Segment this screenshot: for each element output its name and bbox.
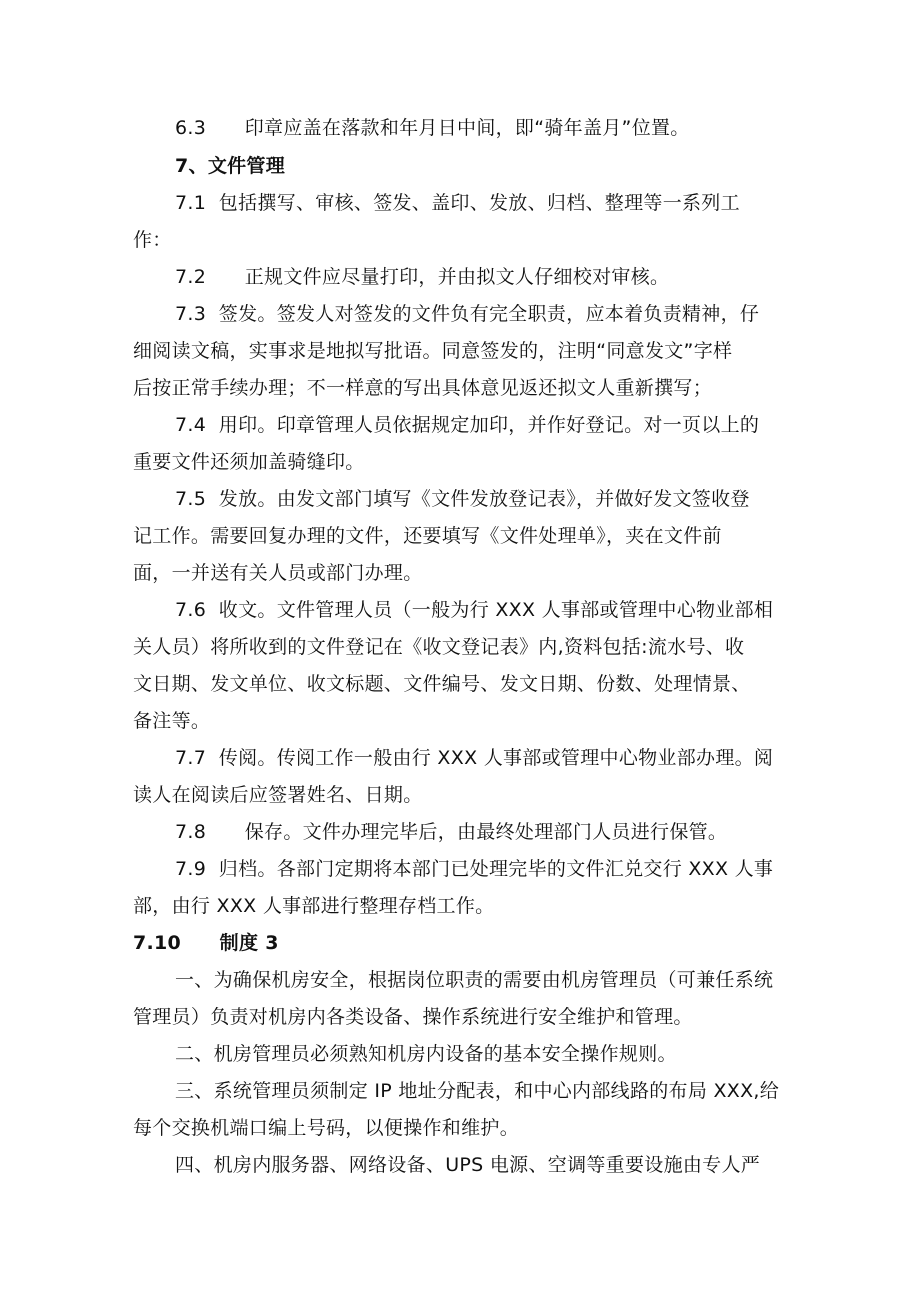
clause-7-6-cont: 文日期、发文单位、收文标题、文件编号、发文日期、份数、处理情景、 xyxy=(133,673,751,695)
rule-1: 一、为确保机房安全，根据岗位职责的需要由机房管理员（可兼任系统 xyxy=(175,969,774,991)
rule-3-cont: 每个交换机端口编上号码，以便操作和维护。 xyxy=(133,1117,520,1139)
rule-3: 三、系统管理员须制定 IP 地址分配表，和中心内部线路的布局 XXX,给 xyxy=(175,1080,780,1102)
section-heading-7-10: 7.10 制度 3 xyxy=(133,932,279,954)
clause-6-3: 6.3 印章应盖在落款和年月日中间，即“骑年盖月”位置。 xyxy=(175,117,690,139)
clause-7-8: 7.8 保存。文件办理完毕后，由最终处理部门人员进行保管。 xyxy=(175,821,728,843)
clause-7-3: 7.3 签发。签发人对签发的文件负有完全职责，应本着负责精神，仔 xyxy=(175,303,760,325)
clause-7-5-cont: 记工作。需要回复办理的文件，还要填写《文件处理单》，夹在文件前 xyxy=(133,525,722,547)
clause-7-9-cont: 部，由行 XXX 人事部进行整理存档工作。 xyxy=(133,895,495,917)
clause-7-7: 7.7 传阅。传阅工作一般由行 XXX 人事部或管理中心物业部办理。阅 xyxy=(175,747,774,769)
rule-4: 四、机房内服务器、网络设备、UPS 电源、空调等重要设施由专人严 xyxy=(175,1154,761,1176)
clause-7-4: 7.4 用印。印章管理人员依据规定加印，并作好登记。对一页以上的 xyxy=(175,414,760,436)
clause-7-5-cont: 面，一并送有关人员或部门办理。 xyxy=(133,562,423,584)
clause-7-1-cont: 作： xyxy=(133,229,172,251)
rule-2: 二、机房管理员必须熟知机房内设备的基本安全操作规则。 xyxy=(175,1043,677,1065)
clause-7-5: 7.5 发放。由发文部门填写《文件发放登记表》，并做好发文签收登 xyxy=(175,488,750,510)
clause-7-7-cont: 读人在阅读后应签署姓名、日期。 xyxy=(133,784,423,806)
clause-7-9: 7.9 归档。各部门定期将本部门已处理完毕的文件汇兑交行 XXX 人事 xyxy=(175,858,774,880)
clause-7-3-cont: 细阅读文稿，实事求是地拟写批语。同意签发的，注明“同意发文”字样 xyxy=(133,340,733,362)
clause-7-1: 7.1 包括撰写、审核、签发、盖印、发放、归档、整理等一系列工 xyxy=(175,192,740,214)
section-heading-7: 7、文件管理 xyxy=(175,155,286,177)
clause-7-6-cont: 备注等。 xyxy=(133,710,211,732)
clause-7-6-cont: 关人员）将所收到的文件登记在《收文登记表》内,资料包括:流水号、收 xyxy=(133,636,745,658)
clause-7-2: 7.2 正规文件应尽量打印，并由拟文人仔细校对审核。 xyxy=(175,266,670,288)
clause-7-6: 7.6 收文。文件管理人员（一般为行 XXX 人事部或管理中心物业部相 xyxy=(175,599,774,621)
rule-1-cont: 管理员）负责对机房内各类设备、操作系统进行安全维护和管理。 xyxy=(133,1006,693,1028)
clause-7-3-cont: 后按正常手续办理；不一样意的写出具体意见返还拟文人重新撰写； xyxy=(133,377,713,399)
clause-7-4-cont: 重要文件还须加盖骑缝印。 xyxy=(133,451,365,473)
